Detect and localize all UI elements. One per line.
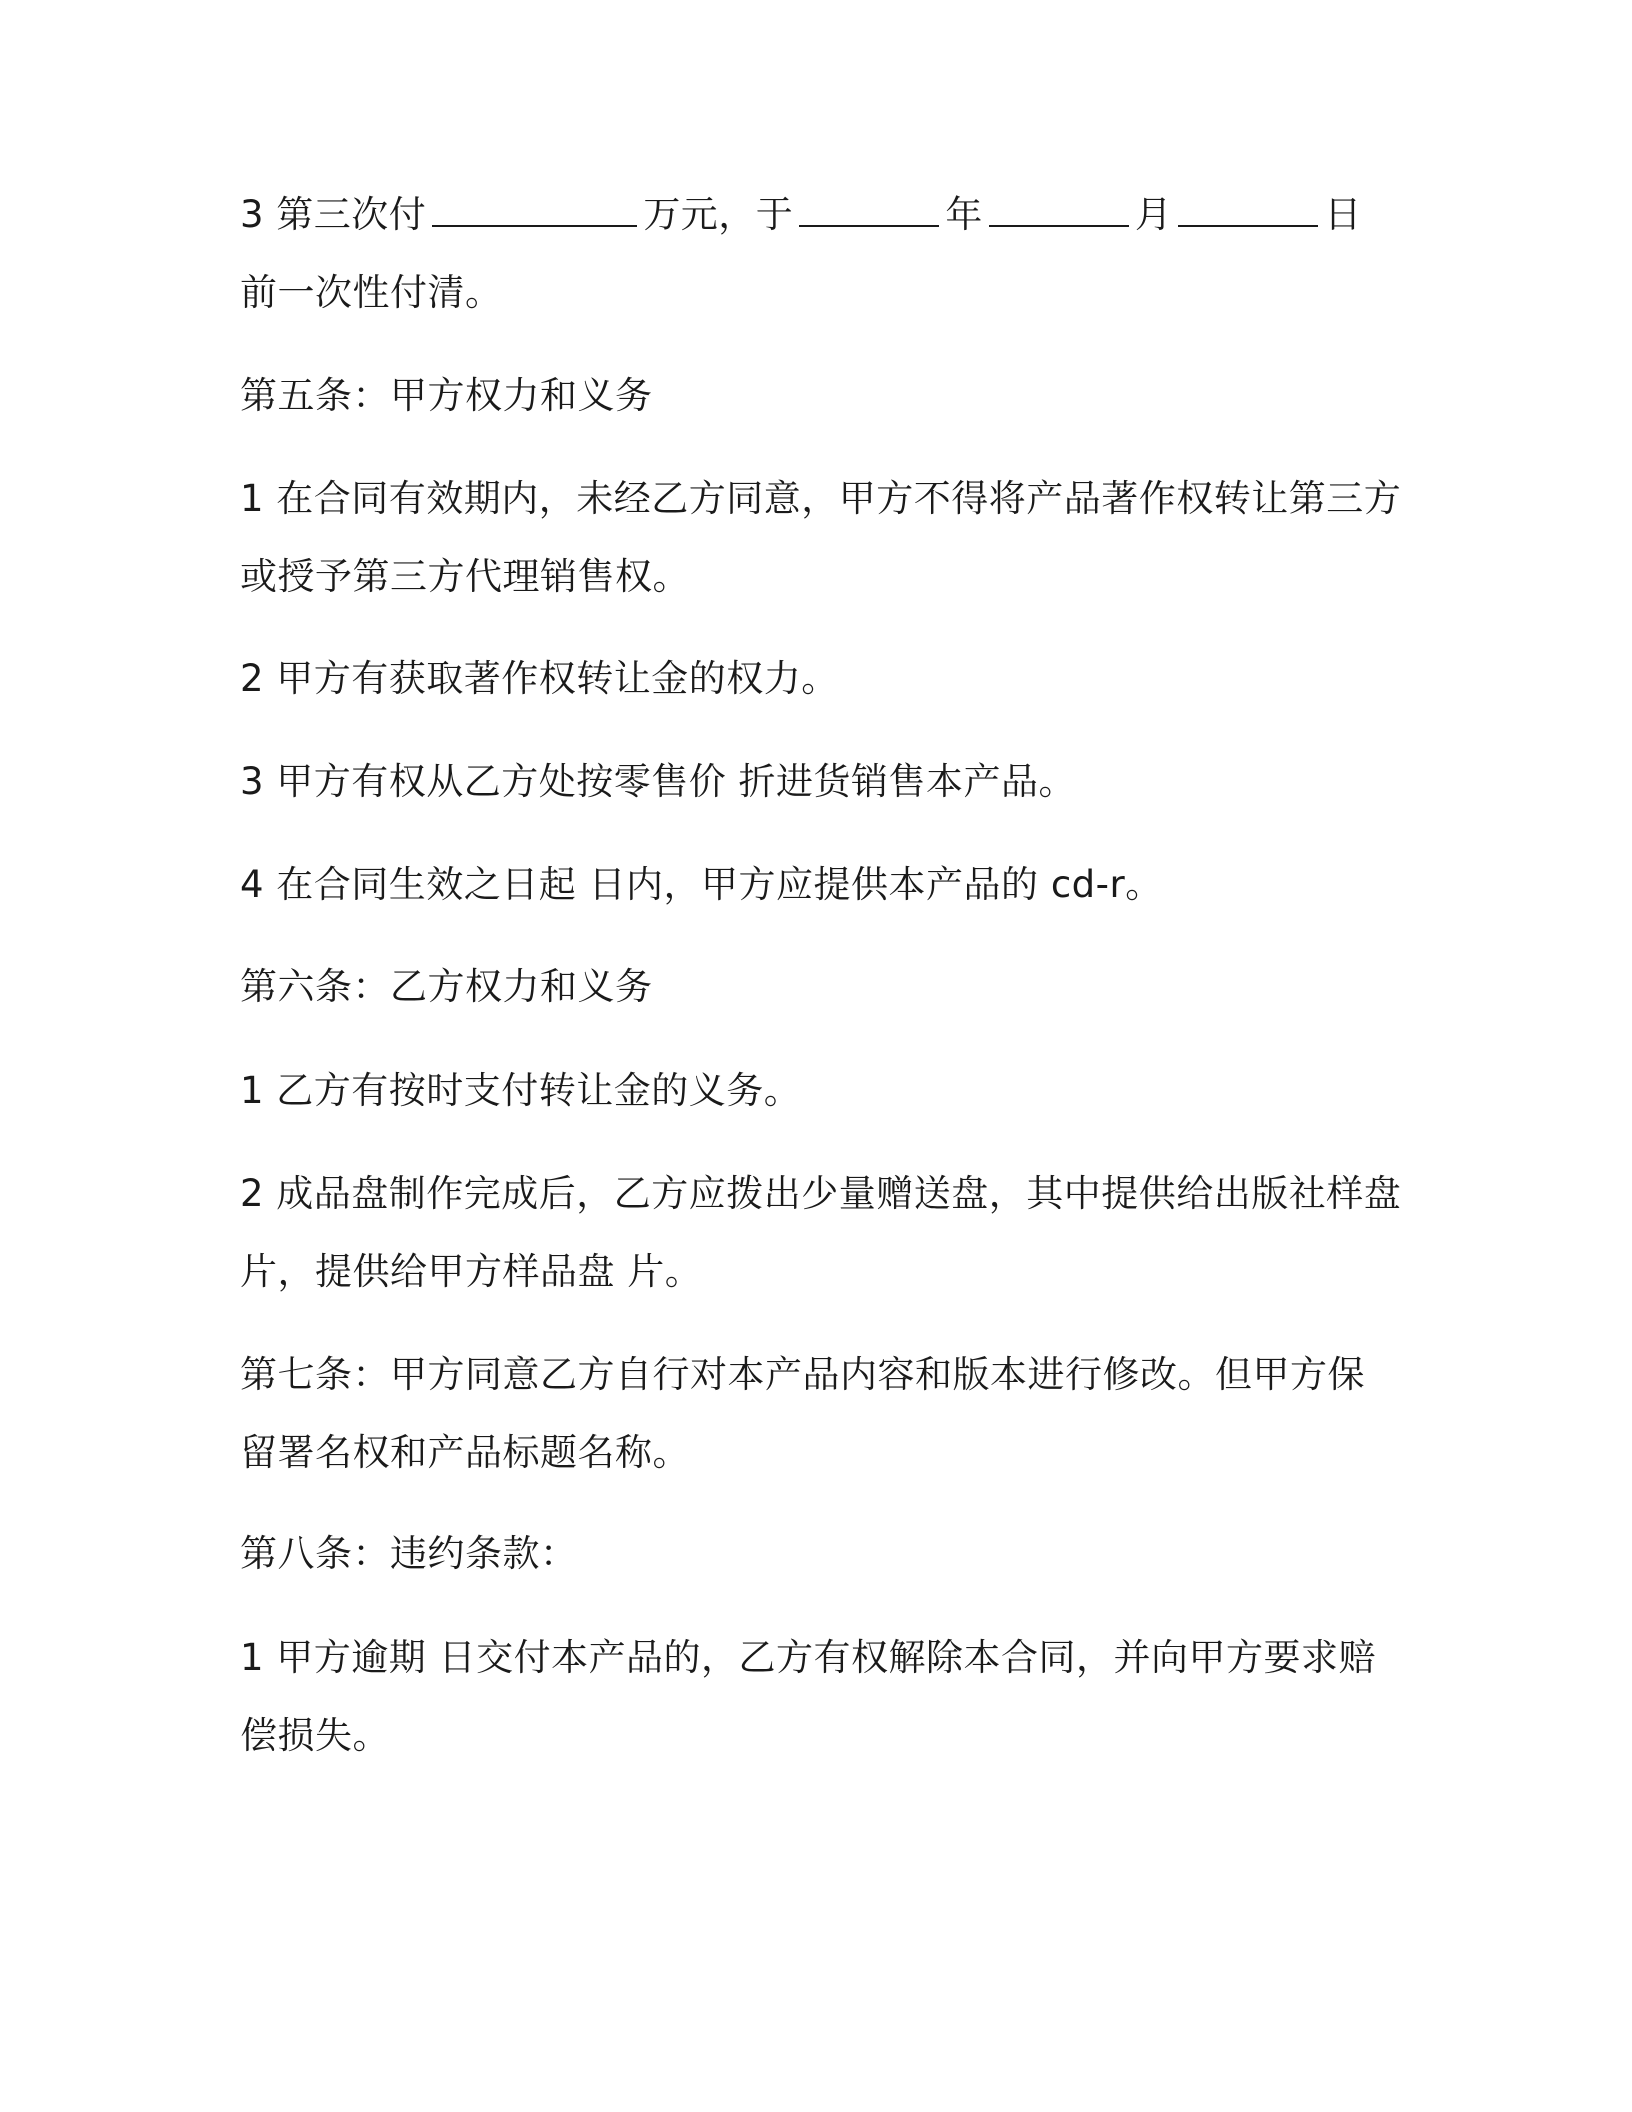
article-8-title-text: 第八条：违约条款： [240, 1532, 578, 1575]
article-6-title-text: 第六条：乙方权力和义务 [240, 965, 653, 1008]
article-5-title-text: 第五条：甲方权力和义务 [240, 374, 653, 417]
article-6-item-2 [240, 1155, 1400, 1311]
day-label: 日 [1324, 193, 1362, 236]
payment-clause-line-1 [240, 176, 1400, 254]
article-7-line-2: 留署名权和产品标题名称。 [240, 1431, 690, 1474]
month-label: 月 [1134, 193, 1173, 236]
article-8-item-1-line-2: 偿损失。 [240, 1714, 390, 1757]
article-6-item-1 [240, 1052, 1400, 1130]
article-8-title [240, 1515, 1400, 1593]
article-5-item-1-line-2: 或授予第三方代理销售权。 [240, 555, 690, 598]
payment-clause-3 [240, 176, 1400, 332]
article-5-item-4-text: 4 在合同生效之日起 日内，甲方应提供本产品的 cd-r。 [240, 863, 1163, 906]
article-7 [240, 1336, 1400, 1492]
article-6-title [240, 948, 1400, 1026]
article-6-item-2-line-1: 2 成品盘制作完成后，乙方应拨出少量赠送盘，其中提供给出版社样盘 [240, 1172, 1402, 1215]
article-5-item-4 [240, 846, 1400, 924]
article-6-item-1-text: 1 乙方有按时支付转让金的义务。 [240, 1069, 802, 1112]
year-label: 年 [945, 193, 983, 236]
month-blank [989, 195, 1129, 227]
article-8-item-1 [240, 1619, 1400, 1775]
amount-blank [432, 195, 637, 227]
article-5-item-2 [240, 640, 1400, 718]
payment-prefix: 3 第三次付 [240, 193, 427, 236]
article-5-title [240, 357, 1400, 435]
article-7-line-1: 第七条：甲方同意乙方自行对本产品内容和版本进行修改。但甲方保 [240, 1353, 1365, 1396]
year-blank [799, 195, 939, 227]
article-5-item-2-text: 2 甲方有获取著作权转让金的权力。 [240, 657, 839, 700]
payment-clause-line-2: 前一次性付清。 [240, 271, 503, 314]
article-6-item-2-line-2: 片，提供给甲方样品盘 片。 [240, 1250, 703, 1293]
payment-unit: 万元，于 [643, 193, 794, 236]
day-blank [1178, 195, 1318, 227]
article-5-item-3 [240, 743, 1400, 821]
article-5-item-1 [240, 460, 1400, 616]
article-5-item-1-line-1: 1 在合同有效期内，未经乙方同意，甲方不得将产品著作权转让第三方 [240, 477, 1402, 520]
article-8-item-1-line-1: 1 甲方逾期 日交付本产品的，乙方有权解除本合同，并向甲方要求赔 [240, 1636, 1377, 1679]
article-5-item-3-text: 3 甲方有权从乙方处按零售价 折进货销售本产品。 [240, 760, 1077, 803]
